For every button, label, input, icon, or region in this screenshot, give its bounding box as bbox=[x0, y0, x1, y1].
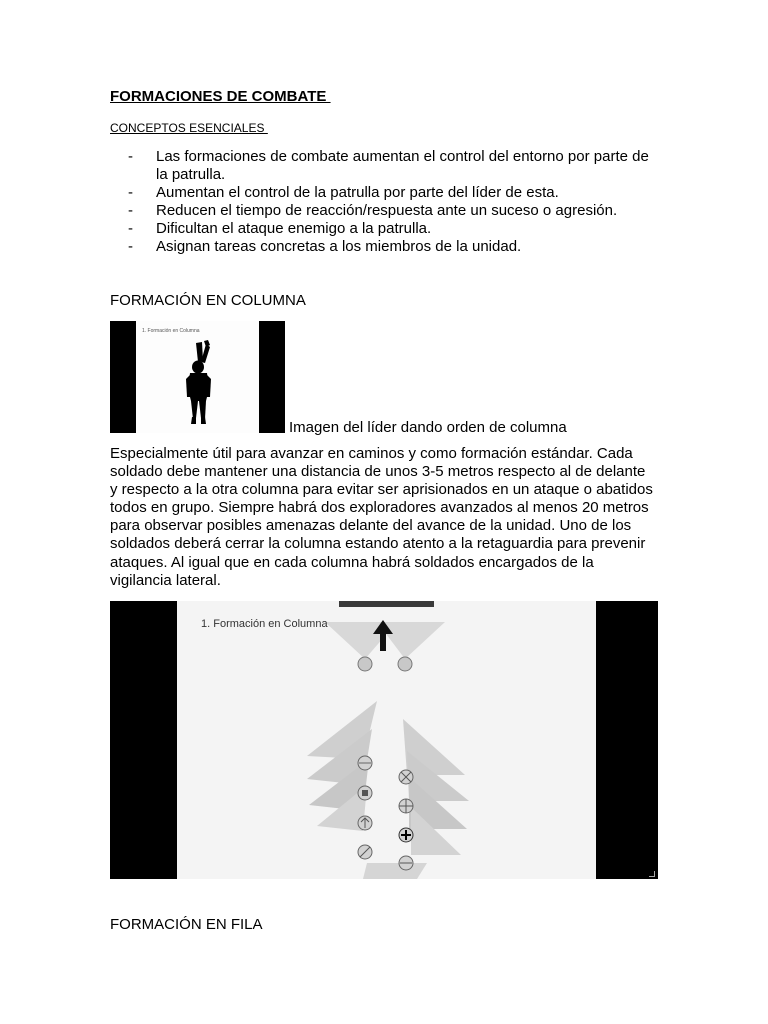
bullet-dash: - bbox=[128, 202, 133, 219]
soldier-right-4 bbox=[399, 856, 413, 870]
section-heading-row: FORMACIÓN EN FILA bbox=[110, 916, 263, 933]
image-caption: Imagen del líder dando orden de columna bbox=[289, 419, 567, 436]
list-item bbox=[128, 238, 658, 256]
slide-title: 1. Formación en Columna bbox=[201, 618, 328, 630]
list-item-text: Dificultan el ataque enemigo a la patrulla. bbox=[156, 220, 432, 237]
soldier-right-3 bbox=[399, 828, 413, 842]
scout-right bbox=[398, 657, 412, 671]
list-item-text: Las formaciones de combate aumentan el control del entorno por parte de la patrulla. bbox=[156, 148, 649, 183]
soldier-right-1 bbox=[399, 770, 413, 784]
body-paragraph: Especialmente útil para avanzar en caminos y como formación estándar. Cada soldado debe mantener una distancia de unos 3-5 metros respecto al de delante y respecto a la otra columna para evitar ser aprisionados en un ataque o abatidos todos en grupo. Siempre habrá dos exploradores avanzados al menos 20 metros para observar posibles amenazas delante del avance de la unidad. Uno de los soldados deberá cerrar la columna estando atento a la retaguardia para prevenir ataques. Al igual que en cada columna habrá soldados encargados de la vigilancia lateral. bbox=[110, 445, 653, 589]
image-slide bbox=[136, 321, 259, 433]
leader-silhouette-figure bbox=[136, 321, 259, 433]
list-item bbox=[128, 220, 658, 238]
column-formation-diagram bbox=[110, 601, 658, 879]
expand-icon bbox=[649, 871, 655, 877]
list-item bbox=[128, 148, 658, 184]
section-subtitle: CONCEPTOS ESENCIALES bbox=[110, 121, 268, 135]
concepts-list bbox=[128, 148, 658, 256]
soldier-right-2 bbox=[399, 799, 413, 813]
list-item-text: Asignan tareas concretas a los miembros de la unidad. bbox=[156, 238, 522, 255]
leader-signal-image bbox=[110, 321, 285, 433]
slide-label: 1. Formación en Columna bbox=[142, 328, 200, 334]
bullet-dash: - bbox=[128, 238, 133, 255]
bullet-dash: - bbox=[128, 220, 133, 237]
bullet-dash: - bbox=[128, 184, 133, 201]
list-item bbox=[128, 202, 658, 220]
bullet-dash: - bbox=[128, 148, 133, 165]
list-item bbox=[128, 184, 658, 202]
list-item-text: Aumentan el control de la patrulla por parte del líder de esta. bbox=[156, 184, 559, 201]
soldier-left-4 bbox=[358, 845, 372, 859]
section-heading-column: FORMACIÓN EN COLUMNA bbox=[110, 292, 306, 309]
soldier-left-3 bbox=[358, 816, 372, 830]
rear-view bbox=[363, 863, 427, 879]
soldier-left-2 bbox=[358, 786, 372, 800]
scout-left bbox=[358, 657, 372, 671]
formation-drawing bbox=[177, 601, 596, 879]
page-title: FORMACIONES DE COMBATE bbox=[110, 88, 331, 105]
list-item-text: Reducen el tiempo de reacción/respuesta ante un suceso o agresión. bbox=[156, 202, 618, 219]
diagram-slide bbox=[177, 601, 596, 879]
soldier-left-1 bbox=[358, 756, 372, 770]
